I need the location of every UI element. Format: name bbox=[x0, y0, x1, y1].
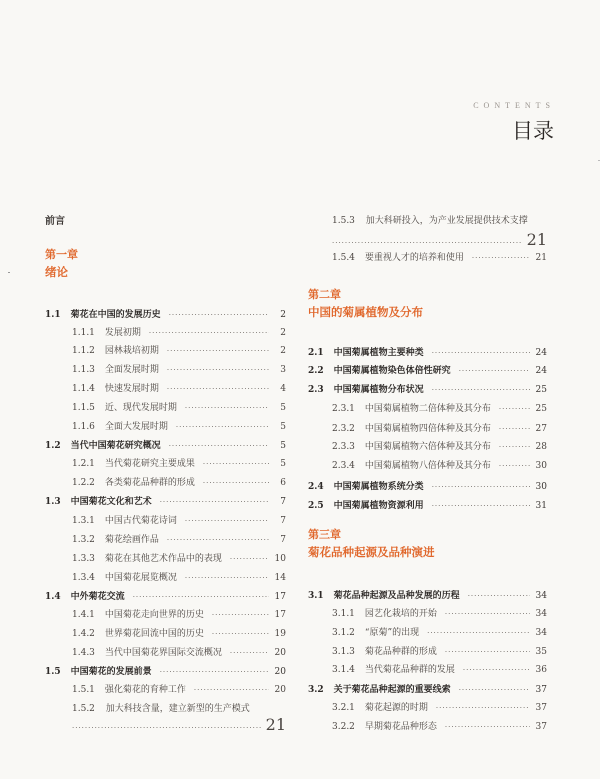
toc-entry-page: 6 bbox=[280, 478, 286, 488]
leader-dots bbox=[499, 460, 530, 473]
page-title: 目录 bbox=[512, 119, 554, 143]
toc-entry-number: 3.2.1 bbox=[332, 703, 355, 713]
toc-entry-page: 21 bbox=[265, 715, 286, 734]
leader-dots bbox=[499, 423, 530, 436]
toc-entry-page: 28 bbox=[535, 442, 547, 452]
leader-dots bbox=[176, 421, 269, 434]
toc-entry-title: 要重视人才的培养和使用 bbox=[364, 253, 464, 263]
toc-entry-1-5-2[interactable] bbox=[72, 701, 250, 714]
toc-entry-number: 1.2 bbox=[45, 441, 61, 451]
chapter-3-heading[interactable] bbox=[308, 527, 435, 561]
toc-entry-number: 1.3.3 bbox=[72, 554, 95, 564]
toc-entry-page: 5 bbox=[280, 441, 286, 451]
leader-dots bbox=[432, 347, 530, 360]
toc-entry-page: 34 bbox=[535, 628, 547, 638]
margin-mark bbox=[8, 272, 10, 273]
chapter-2-number: 第二章 bbox=[308, 288, 341, 301]
leader-dots bbox=[72, 722, 261, 735]
toc-entry-title: 当代中国菊花研究概况 bbox=[70, 441, 161, 451]
toc-entry-number: 2.3.1 bbox=[332, 404, 355, 414]
leader-dots bbox=[169, 440, 269, 453]
toc-entry-1-1-1[interactable] bbox=[72, 327, 286, 340]
toc-entry-number: 1.5.1 bbox=[72, 685, 95, 695]
toc-entry-number: 3.2 bbox=[308, 685, 324, 695]
toc-entry-number: 2.1 bbox=[308, 348, 324, 358]
toc-entry-number: 1.1 bbox=[45, 310, 61, 320]
toc-entry-number: 1.4.1 bbox=[72, 610, 95, 620]
leader-dots bbox=[432, 481, 530, 494]
leader-dots bbox=[332, 237, 522, 250]
leader-dots bbox=[230, 553, 269, 566]
toc-entry-number: 1.3.2 bbox=[72, 535, 95, 545]
toc-entry-title: 中国菊属植物系统分类 bbox=[333, 482, 424, 492]
leader-dots bbox=[185, 402, 269, 415]
toc-entry-number: 1.1.2 bbox=[72, 346, 95, 356]
toc-entry-2-3-4[interactable] bbox=[332, 460, 547, 473]
toc-entry-number: 1.3 bbox=[45, 497, 61, 507]
leader-dots bbox=[427, 627, 530, 640]
toc-entry-1-3-4[interactable] bbox=[72, 572, 286, 585]
leader-dots bbox=[167, 345, 269, 358]
toc-entry-title: 中国菊属植物二倍体种及其分布 bbox=[364, 404, 491, 414]
toc-entry-1-3[interactable] bbox=[45, 496, 286, 509]
toc-entry-title: 中国菊花文化和艺术 bbox=[70, 497, 152, 507]
toc-entry-title: 全面大发展时期 bbox=[104, 422, 168, 432]
leader-dots bbox=[463, 664, 530, 677]
toc-entry-title: 园艺化栽培的开始 bbox=[364, 609, 437, 619]
leader-dots bbox=[167, 383, 269, 396]
toc-entry-1-2[interactable] bbox=[45, 440, 286, 453]
leader-dots bbox=[212, 628, 269, 641]
toc-entry-3-1-3[interactable] bbox=[332, 646, 547, 659]
toc-entry-1-1-4[interactable] bbox=[72, 383, 286, 396]
toc-entry-title: 强化菊花的育种工作 bbox=[104, 685, 186, 695]
toc-entry-title: 中国菊属植物资源利用 bbox=[333, 501, 424, 511]
chapter-2-title: 中国的菊属植物及分布 bbox=[308, 305, 423, 319]
toc-entry-page: 34 bbox=[535, 591, 547, 601]
leader-dots bbox=[212, 609, 269, 622]
toc-entry-page: 34 bbox=[535, 609, 547, 619]
toc-entry-page: 7 bbox=[280, 516, 286, 526]
toc-entry-number: 1.4.3 bbox=[72, 648, 95, 658]
toc-entry-1-5-2-page-line bbox=[72, 715, 286, 734]
toc-entry-page: 25 bbox=[535, 404, 547, 414]
toc-entry-page: 2 bbox=[280, 328, 286, 338]
toc-entry-number: 1.1.6 bbox=[72, 422, 95, 432]
leader-dots bbox=[499, 403, 530, 416]
toc-entry-1-5-3-page-line bbox=[332, 230, 547, 249]
toc-entry-3-1-1[interactable] bbox=[332, 608, 547, 621]
toc-entry-title: 中国古代菊花诗词 bbox=[104, 516, 177, 526]
toc-entry-page: 37 bbox=[535, 722, 547, 732]
toc-entry-2-3-3[interactable] bbox=[332, 441, 547, 454]
toc-entry-2-3-1[interactable] bbox=[332, 403, 547, 416]
toc-entry-page: 19 bbox=[274, 629, 286, 639]
leader-dots bbox=[499, 441, 530, 454]
leader-dots bbox=[194, 684, 269, 697]
toc-entry-title: 中国菊花的发展前景 bbox=[70, 667, 152, 677]
leader-dots bbox=[459, 365, 530, 378]
toc-entry-2-1[interactable] bbox=[308, 347, 547, 360]
toc-entry-1-1-5[interactable] bbox=[72, 402, 286, 415]
toc-entry-title: 中国菊属植物分布状况 bbox=[333, 385, 424, 395]
leader-dots bbox=[160, 496, 269, 509]
toc-entry-title: 发展初期 bbox=[104, 328, 141, 338]
toc-entry-number: 3.1.2 bbox=[332, 628, 355, 638]
toc-entry-number: 1.1.4 bbox=[72, 384, 95, 394]
toc-entry-page: 21 bbox=[535, 253, 547, 263]
toc-entry-1-4-2[interactable] bbox=[72, 628, 286, 641]
toc-entry-page: 30 bbox=[535, 461, 547, 471]
toc-entry-page: 36 bbox=[535, 665, 547, 675]
toc-entry-title: “原菊”的出现 bbox=[364, 628, 420, 638]
toc-entry-page: 7 bbox=[280, 497, 286, 507]
toc-entry-3-2-1[interactable] bbox=[332, 702, 547, 715]
leader-dots bbox=[203, 477, 269, 490]
leader-dots bbox=[133, 591, 269, 604]
toc-entry-page: 5 bbox=[280, 403, 286, 413]
toc-entry-page: 20 bbox=[274, 667, 286, 677]
toc-entry-3-2-2[interactable] bbox=[332, 721, 547, 734]
toc-entry-title: 加大科研投入，为产业发展提供技术支撑 bbox=[365, 216, 528, 226]
toc-entry-title: 菊花绘画作品 bbox=[104, 535, 159, 545]
toc-entry-3-2[interactable] bbox=[308, 684, 547, 697]
leader-dots bbox=[432, 384, 530, 397]
toc-entry-title: 快速发展时期 bbox=[104, 384, 159, 394]
toc-entry-page: 24 bbox=[535, 366, 547, 376]
leader-dots bbox=[445, 608, 530, 621]
toc-entry-2-5[interactable] bbox=[308, 500, 547, 513]
toc-entry-number: 1.5.4 bbox=[332, 253, 355, 263]
toc-entry-number: 1.5.2 bbox=[72, 704, 95, 714]
toc-entry-1-5-4[interactable] bbox=[332, 252, 547, 265]
toc-entry-1-2-1[interactable] bbox=[72, 458, 286, 471]
toc-entry-2-3-2[interactable] bbox=[332, 423, 547, 436]
toc-entry-number: 1.1.5 bbox=[72, 403, 95, 413]
toc-entry-title: 关于菊花品种起源的重要线索 bbox=[333, 685, 451, 695]
toc-entry-number: 2.3 bbox=[308, 385, 324, 395]
toc-entry-1-1-3[interactable] bbox=[72, 364, 286, 377]
toc-entry-title: 加大科技含量，建立新型的生产模式 bbox=[105, 704, 250, 714]
toc-entry-number: 2.5 bbox=[308, 501, 324, 511]
leader-dots bbox=[149, 327, 269, 340]
chapter-2-heading[interactable] bbox=[308, 287, 423, 321]
toc-entry-page: 5 bbox=[280, 422, 286, 432]
leader-dots bbox=[167, 534, 269, 547]
toc-entry-number: 2.3.4 bbox=[332, 461, 355, 471]
toc-entry-page: 14 bbox=[274, 573, 286, 583]
toc-entry-3-1-2[interactable] bbox=[332, 627, 547, 640]
toc-entry-title: 菊花品种起源及品种发展的历程 bbox=[333, 591, 460, 601]
toc-entry-page: 17 bbox=[274, 610, 286, 620]
toc-entry-number: 2.2 bbox=[308, 366, 324, 376]
toc-entry-1-1-2[interactable] bbox=[72, 345, 286, 358]
toc-entry-number: 1.2.1 bbox=[72, 459, 95, 469]
leader-dots bbox=[160, 666, 269, 679]
toc-entry-title: 世界菊花回流中国的历史 bbox=[104, 629, 204, 639]
toc-entry-page: 27 bbox=[535, 424, 547, 434]
toc-entry-page: 5 bbox=[280, 459, 286, 469]
toc-entry-page: 37 bbox=[535, 685, 547, 695]
leader-dots bbox=[436, 702, 530, 715]
toc-entry-title: 中国菊属植物主要种类 bbox=[333, 348, 424, 358]
toc-entry-number: 1.1.1 bbox=[72, 328, 95, 338]
toc-entry-page: 20 bbox=[274, 648, 286, 658]
toc-entry-page: 35 bbox=[535, 647, 547, 657]
toc-entry-1-3-1[interactable] bbox=[72, 515, 286, 528]
toc-entry-1-4[interactable] bbox=[45, 591, 286, 604]
toc-entry-number: 1.4 bbox=[45, 592, 61, 602]
toc-entry-title: 中国菊属植物四倍体种及其分布 bbox=[364, 424, 491, 434]
leader-dots bbox=[468, 590, 530, 603]
toc-entry-number: 3.1.4 bbox=[332, 665, 355, 675]
toc-entry-1-5-1[interactable] bbox=[72, 684, 286, 697]
toc-entry-1-1[interactable] bbox=[45, 309, 286, 322]
chapter-3-number: 第三章 bbox=[308, 528, 341, 541]
toc-entry-page: 4 bbox=[280, 384, 286, 394]
toc-entry-number: 1.3.4 bbox=[72, 573, 95, 583]
leader-dots bbox=[169, 309, 269, 322]
preface-entry[interactable]: 前言 bbox=[45, 216, 65, 227]
toc-entry-1-3-2[interactable] bbox=[72, 534, 286, 547]
toc-entry-1-2-2[interactable] bbox=[72, 477, 286, 490]
leader-dots bbox=[445, 646, 530, 659]
chapter-3-title: 菊花品种起源及品种演进 bbox=[308, 545, 435, 559]
toc-entry-page: 10 bbox=[274, 554, 286, 564]
leader-dots bbox=[185, 515, 269, 528]
toc-entry-title: 中国菊花展览概况 bbox=[104, 573, 177, 583]
toc-entry-title: 当代菊花品种群的发展 bbox=[364, 665, 455, 675]
toc-entry-page: 2 bbox=[280, 346, 286, 356]
toc-entry-number: 2.4 bbox=[308, 482, 324, 492]
toc-entry-number: 1.5.3 bbox=[332, 216, 355, 226]
leader-dots bbox=[445, 721, 530, 734]
toc-entry-title: 近、现代发展时期 bbox=[104, 403, 177, 413]
toc-entry-page: 3 bbox=[280, 365, 286, 375]
toc-entry-number: 3.2.2 bbox=[332, 722, 355, 732]
toc-entry-number: 3.1.3 bbox=[332, 647, 355, 657]
toc-entry-number: 3.1.1 bbox=[332, 609, 355, 619]
toc-entry-title: 中外菊花交流 bbox=[70, 592, 125, 602]
toc-entry-title: 当代中国菊花界国际交流概况 bbox=[104, 648, 222, 658]
toc-entry-title: 当代菊花研究主要成果 bbox=[104, 459, 195, 469]
toc-entry-page: 25 bbox=[535, 385, 547, 395]
toc-entry-title: 园林栽培初期 bbox=[104, 346, 159, 356]
toc-entry-page: 31 bbox=[535, 501, 547, 511]
toc-entry-title: 中国菊属植物染色体倍性研究 bbox=[333, 366, 451, 376]
toc-entry-3-1-4[interactable] bbox=[332, 664, 547, 677]
leader-dots bbox=[432, 500, 530, 513]
chapter-1-number: 第一章 bbox=[45, 248, 78, 261]
toc-entry-1-3-3[interactable] bbox=[72, 553, 286, 566]
toc-entry-title: 菊花起源的时期 bbox=[364, 703, 428, 713]
toc-entry-title: 菊花在中国的发展历史 bbox=[70, 310, 161, 320]
toc-entry-1-1-6[interactable] bbox=[72, 421, 286, 434]
toc-entry-1-5[interactable] bbox=[45, 666, 286, 679]
toc-entry-number: 2.3.2 bbox=[332, 424, 355, 434]
toc-entry-number: 1.3.1 bbox=[72, 516, 95, 526]
toc-entry-page: 24 bbox=[535, 348, 547, 358]
toc-entry-page: 30 bbox=[535, 482, 547, 492]
toc-entry-title: 中国菊属植物八倍体种及其分布 bbox=[364, 461, 491, 471]
toc-entry-page: 17 bbox=[274, 592, 286, 602]
chapter-1-heading[interactable] bbox=[45, 247, 78, 281]
toc-entry-number: 1.1.3 bbox=[72, 365, 95, 375]
toc-entry-1-4-1[interactable] bbox=[72, 609, 286, 622]
leader-dots bbox=[459, 684, 530, 697]
toc-entry-2-2[interactable] bbox=[308, 365, 547, 378]
toc-entry-page: 37 bbox=[535, 703, 547, 713]
toc-entry-number: 1.4.2 bbox=[72, 629, 95, 639]
contents-label: CONTENTS bbox=[473, 101, 555, 110]
toc-entry-title: 各类菊花品种群的形成 bbox=[104, 478, 195, 488]
toc-entry-number: 1.2.2 bbox=[72, 478, 95, 488]
leader-dots bbox=[167, 364, 269, 377]
toc-entry-page: 2 bbox=[280, 310, 286, 320]
toc-entry-title: 中国菊属植物六倍体种及其分布 bbox=[364, 442, 491, 452]
toc-entry-number: 2.3.3 bbox=[332, 442, 355, 452]
leader-dots bbox=[203, 458, 269, 471]
toc-entry-page: 7 bbox=[280, 535, 286, 545]
toc-entry-title: 菊花在其他艺术作品中的表现 bbox=[104, 554, 222, 564]
toc-entry-page: 20 bbox=[274, 685, 286, 695]
toc-entry-number: 1.5 bbox=[45, 667, 61, 677]
toc-entry-title: 早期菊花品种形态 bbox=[364, 722, 437, 732]
toc-entry-title: 全面发展时期 bbox=[104, 365, 159, 375]
toc-entry-page: 21 bbox=[526, 230, 547, 249]
leader-dots bbox=[230, 647, 269, 660]
toc-entry-2-3[interactable] bbox=[308, 384, 547, 397]
toc-entry-title: 中国菊花走向世界的历史 bbox=[104, 610, 204, 620]
toc-entry-2-4[interactable] bbox=[308, 481, 547, 494]
toc-entry-1-5-3[interactable] bbox=[332, 213, 528, 226]
toc-entry-title: 菊花品种群的形成 bbox=[364, 647, 437, 657]
leader-dots bbox=[185, 572, 269, 585]
chapter-1-title: 绪论 bbox=[45, 265, 68, 279]
leader-dots bbox=[472, 252, 530, 265]
toc-entry-1-4-3[interactable] bbox=[72, 647, 286, 660]
toc-entry-3-1[interactable] bbox=[308, 590, 547, 603]
toc-entry-number: 3.1 bbox=[308, 591, 324, 601]
